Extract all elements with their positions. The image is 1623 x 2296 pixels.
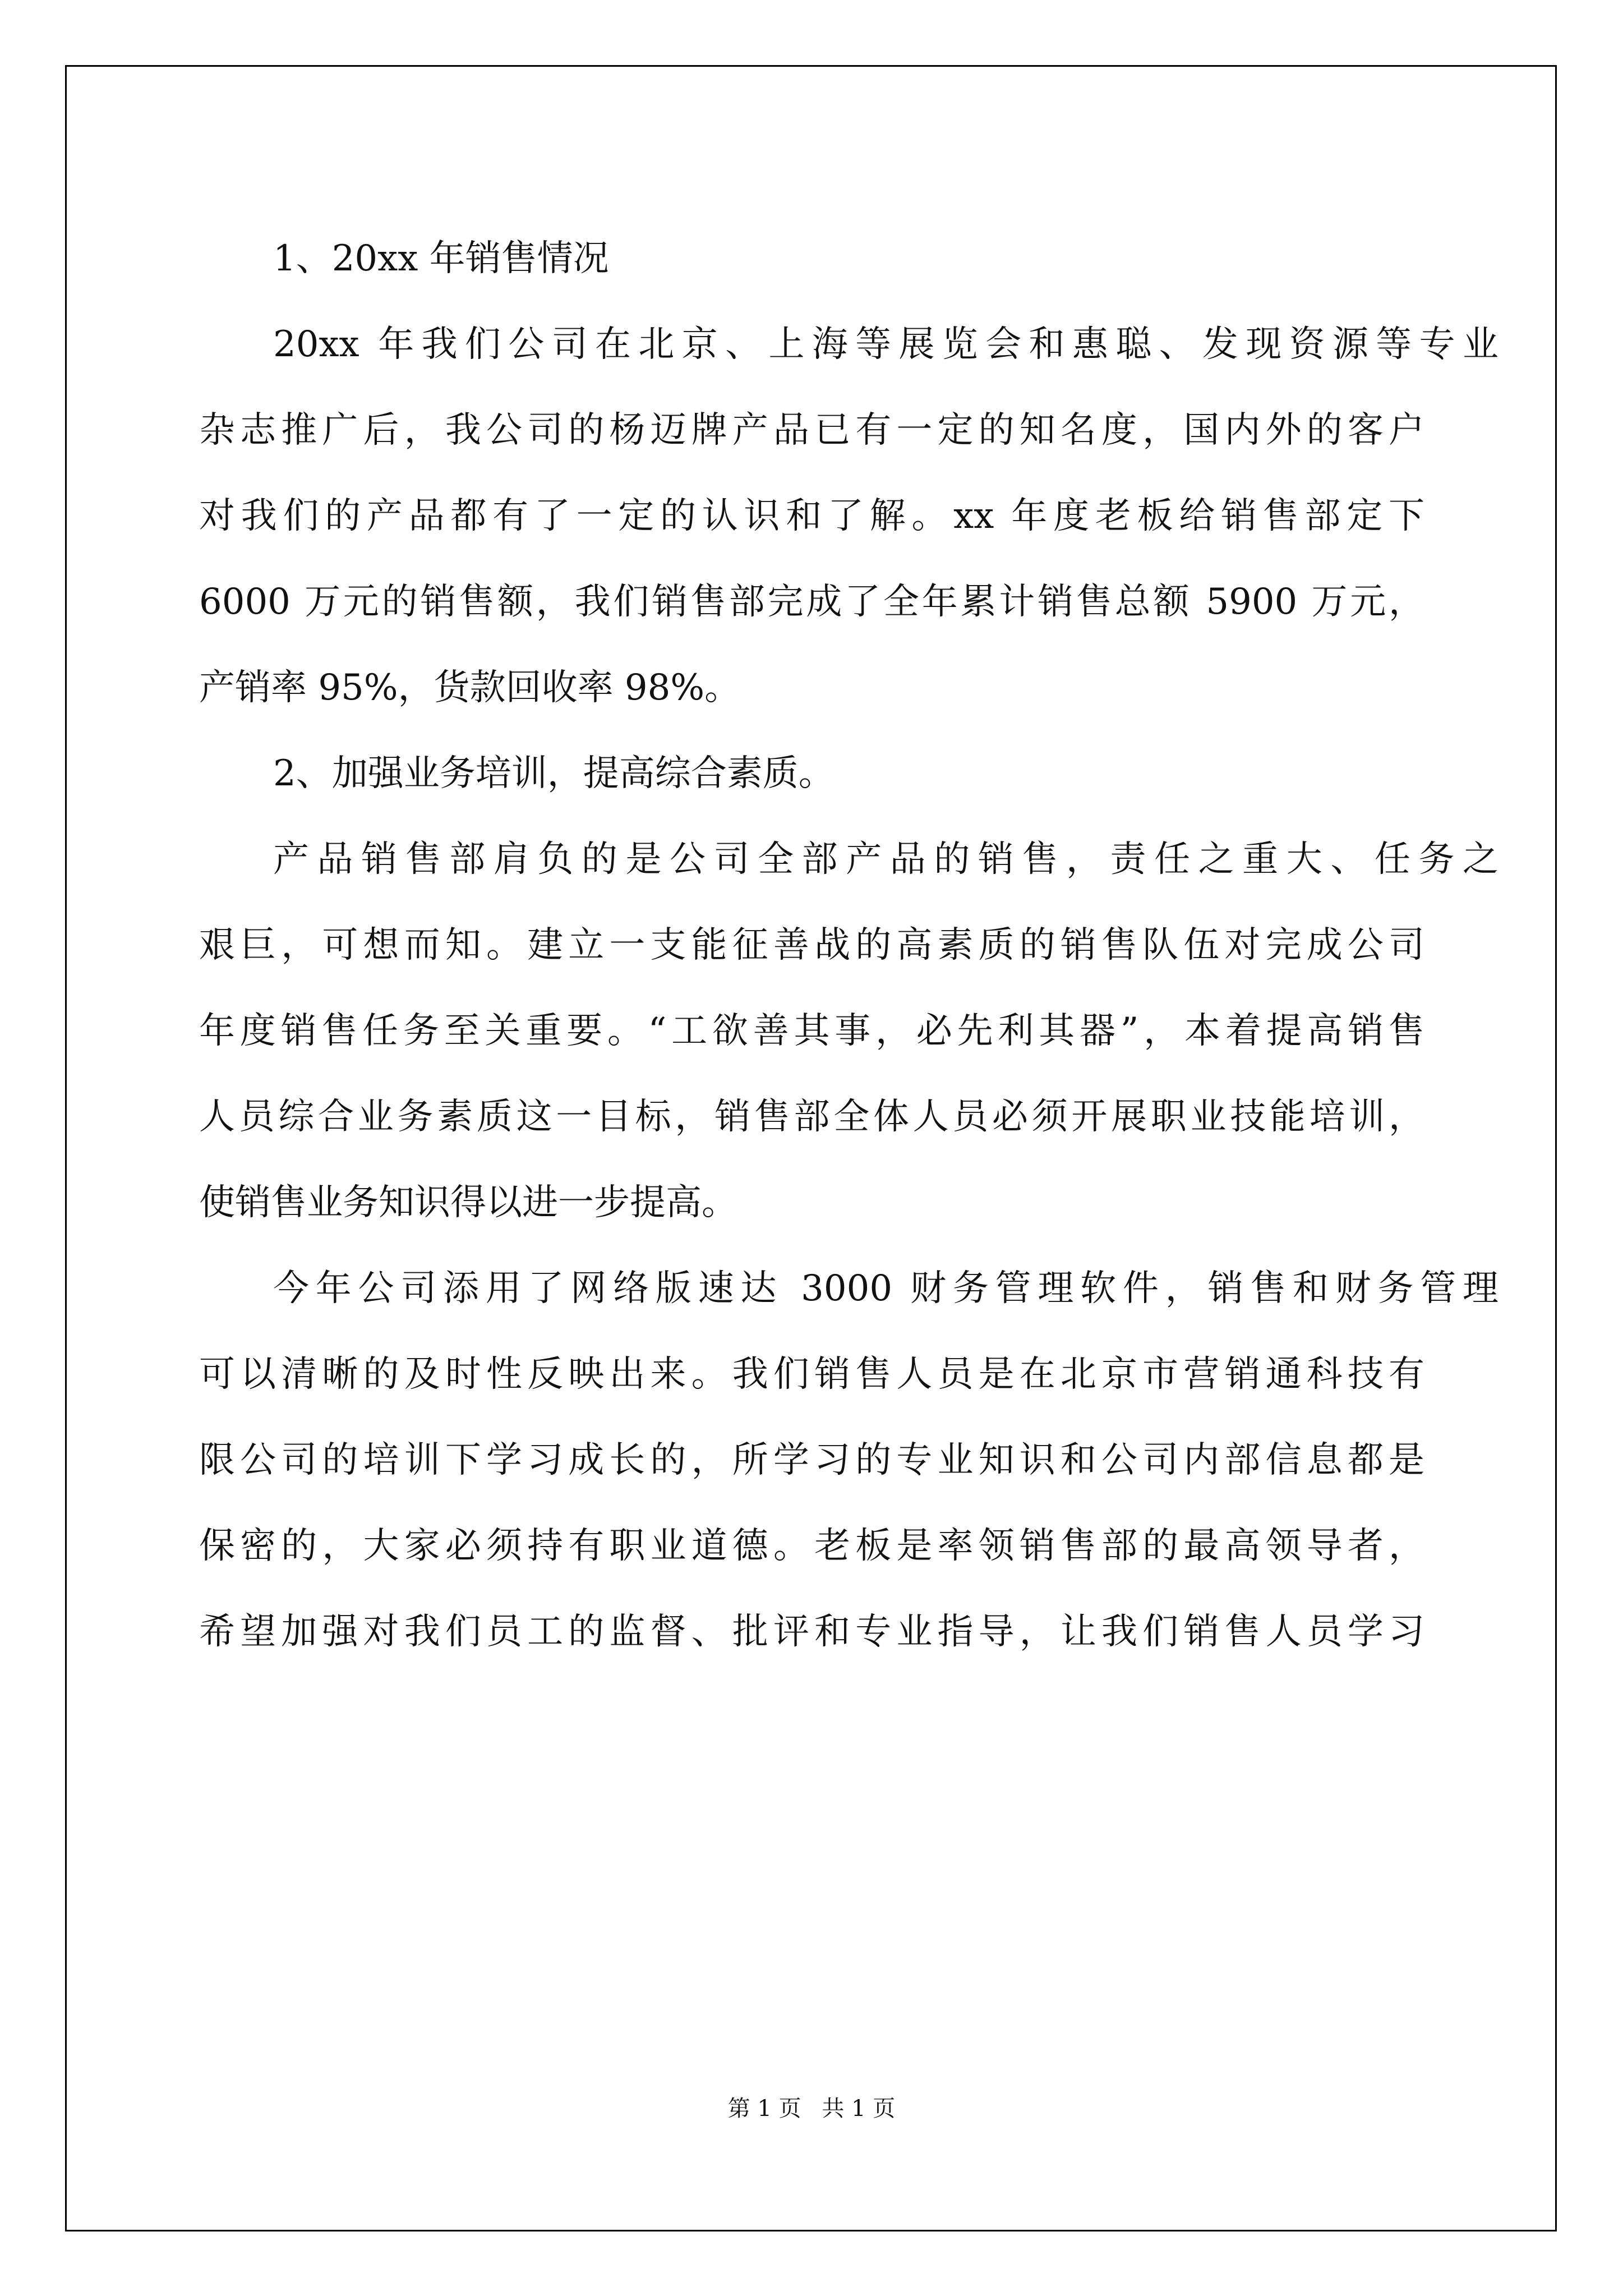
text-line: 20xx 年我们公司在北京、上海等展览会和惠聪、发现资源等专业 bbox=[273, 324, 1498, 365]
text-line: 限公司的培训下学习成长的，所学习的专业知识和公司内部信息都是 bbox=[199, 1439, 1424, 1481]
text-line: 产品销售部肩负的是公司全部产品的销售，责任之重大、任务之 bbox=[273, 839, 1498, 880]
page-total: 共 1 页 bbox=[822, 2096, 896, 2122]
text-line: 希望加强对我们员工的监督、批评和专业指导，让我们销售人员学习 bbox=[199, 1611, 1424, 1653]
text-line: 艰巨，可想而知。建立一支能征善战的高素质的销售队伍对完成公司 bbox=[199, 924, 1424, 966]
text-line: 年度销售任务至关重要。“工欲善其事，必先利其器”，本着提高销售 bbox=[199, 1010, 1424, 1052]
text-line: 6000 万元的销售额，我们销售部完成了全年累计销售总额 5900 万元， bbox=[199, 581, 1424, 623]
text-line: 1、20xx 年销售情况 bbox=[273, 238, 609, 279]
page-footer bbox=[0, 2091, 1623, 2123]
text-line: 人员综合业务素质这一目标，销售部全体人员必须开展职业技能培训， bbox=[199, 1096, 1424, 1138]
text-line: 杂志推广后，我公司的杨迈牌产品已有一定的知名度，国内外的客户 bbox=[199, 409, 1424, 451]
page-number: 第 1 页 bbox=[727, 2096, 801, 2122]
text-line: 使销售业务知识得以进一步提高。 bbox=[199, 1182, 737, 1223]
text-line: 产销率 95%，货款回收率 98%。 bbox=[199, 667, 741, 708]
document-body bbox=[199, 216, 1498, 1675]
text-line: 可以清晰的及时性反映出来。我们销售人员是在北京市营销通科技有 bbox=[199, 1354, 1424, 1395]
text-line: 2、加强业务培训，提高综合素质。 bbox=[273, 753, 834, 794]
text-line: 保密的，大家必须持有职业道德。老板是率领销售部的最高领导者， bbox=[199, 1525, 1424, 1567]
text-line: 对我们的产品都有了一定的认识和了解。xx 年度老板给销售部定下 bbox=[199, 495, 1424, 537]
text-line: 今年公司添用了网络版速达 3000 财务管理软件，销售和财务管理 bbox=[273, 1268, 1498, 1309]
